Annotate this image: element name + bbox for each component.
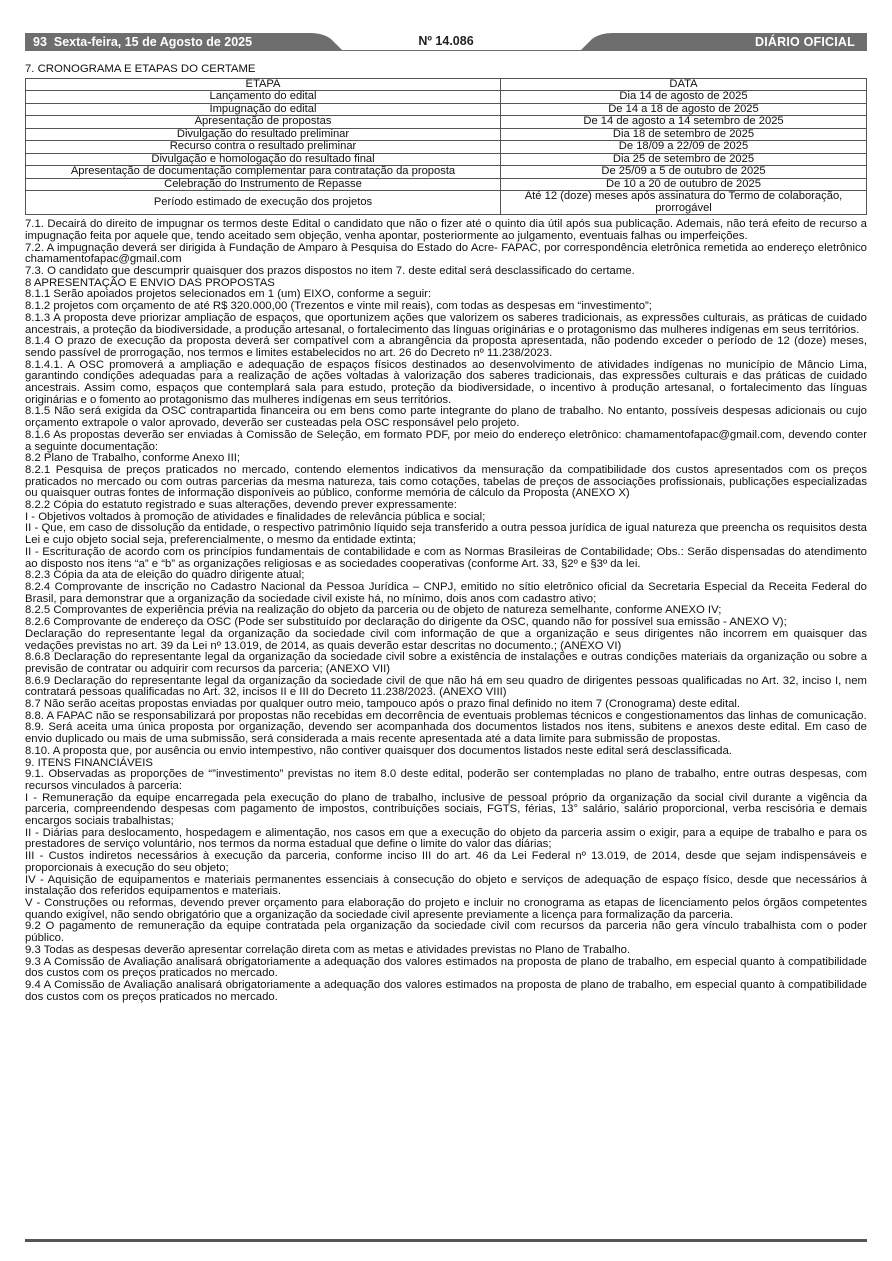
date-cell: Dia 18 de setembro de 2025 xyxy=(501,128,867,141)
paragraph: 9.3 Todas as despesas deverão apresentar correlação direta com as metas e atividades previstas no Plano de Trabalho. xyxy=(25,943,631,956)
paragraph: 8.9. Será aceita uma única proposta por organização, devendo ser acompanhada dos documentos listados nos itens, subitens e anexos deste edital. Em caso de envio duplicado ou mais de uma submissão, será considerada a mais recente apresentada até a data limite para submissão de propostas. xyxy=(25,721,867,746)
schedule-table xyxy=(25,78,867,216)
stage-cell: Lançamento do edital xyxy=(26,91,501,104)
column-header: ETAPA xyxy=(26,78,501,91)
paragraph: II - Escrituração de acordo com os princípios fundamentais de contabilidade e com as Normas Brasileiras de Contabilidade; Obs.: Serão dispensadas do atendimento ao disposto nos itens “a” e “b” as organizações religiosas e as sociedades cooperativas (conforme Art. 33, §2º e §3º da lei. xyxy=(25,545,867,570)
page-number: 93 xyxy=(33,35,47,49)
paragraph: II - Diárias para deslocamento, hospedagem e alimentação, nos casos em que a execução do objeto da parceria assim o exigir, para a equipe de trabalho e para os prestadores de serviço voluntário, nos termos da norma estadual que define o limite do valor das diárias; xyxy=(25,826,867,851)
paragraph: Declaração do representante legal da organização da sociedade civil com informação de que a organização e seus dirigentes não incorrem em quaisquer das vedações previstas no art. 39 da Lei nº 13.019, de 2014, as quais deverão estar descritas no documento.; (ANEXO VI) xyxy=(25,627,867,652)
paragraph: 9. ITENS FINANCIÁVEIS xyxy=(25,756,153,769)
paragraph: 9.4 A Comissão de Avaliação analisará obrigatoriamente a adequação dos valores estimados na proposta de plano de trabalho, em especial quanto à compatibilidade dos custos com os preços praticados no mercado. xyxy=(25,978,867,1003)
date-cell: Dia 25 de setembro de 2025 xyxy=(501,153,867,166)
stage-cell: Apresentação de documentação complementar para contratação da proposta xyxy=(26,166,501,179)
date-cell: Até 12 (doze) meses após assinatura do Termo de colaboração, prorrogável xyxy=(501,191,867,215)
edition-number: Nº 14.086 xyxy=(418,34,474,48)
stage-cell: Celebração do Instrumento de Repasse xyxy=(26,178,501,191)
table-row xyxy=(26,116,867,129)
table-row xyxy=(26,141,867,154)
schedule-table-body xyxy=(26,91,867,215)
date-cell: De 14 de agosto a 14 setembro de 2025 xyxy=(501,116,867,129)
stage-cell: Divulgação e homologação do resultado final xyxy=(26,153,501,166)
paragraph: 8.1.6 As propostas deverão ser enviadas à Comissão de Seleção, em formato PDF, por meio do endereço eletrônico: chamamentofapac@gmail.com, devendo conter a seguinte documentação: xyxy=(25,428,867,453)
paragraph: 8.6.8 Declaração do representante legal da organização da sociedade civil sobre a existência de instalações e outras condições materiais da organização ou sobre a previsão de contratar ou adquirir com recursos da parceria; (ANEXO VII) xyxy=(25,651,867,675)
date-cell: De 25/09 a 5 de outubro de 2025 xyxy=(501,166,867,179)
section-title: 7. CRONOGRAMA E ETAPAS DO CERTAME xyxy=(25,63,256,75)
paragraph: 8.10. A proposta que, por ausência ou envio intempestivo, não contiver quaisquer dos documentos listados neste edital será desclassificada. xyxy=(25,744,732,757)
paragraph: 8.1.4.1. A OSC promoverá a ampliação e adequação de espaços físicos destinados ao desenvolvimento de atividades indígenas no município de Mâncio Lima, garantindo condições adequadas para a realização de ações voltadas à valorização dos saberes tradicionais, das expressões culturais e das práticas de cuidado ancestrais. Assim como, espaços que contemplará sala para estudo, proteção da biodiversidade, o incentivo à produção artesanal, o fortalecimento das línguas originárias e o fomento ao protagonismo das mulheres indígenas em seus territórios. xyxy=(25,358,867,406)
paragraph: 8.2.3 Cópia da ata de eleição do quadro dirigente atual; xyxy=(25,569,305,582)
paragraph: V - Construções ou reformas, devendo prever orçamento para elaboração do projeto e incluir no cronograma as etapas de licenciamento pelos órgãos competentes quando exigível, não sendo obrigatório que a organização da sociedade civil apresente previamente a licença para formalização da parceria. xyxy=(25,896,867,921)
date-cell: Dia 14 de agosto de 2025 xyxy=(501,91,867,104)
stage-cell: Recurso contra o resultado preliminar xyxy=(26,141,501,154)
table-row xyxy=(26,128,867,141)
stage-cell: Divulgação do resultado preliminar xyxy=(26,128,501,141)
stage-cell: Apresentação de propostas xyxy=(26,116,501,129)
paragraph: 8.6.9 Declaração do representante legal da organização da sociedade civil de que não há em seu quadro de dirigentes pessoas qualificadas no Art. 32, inciso I, nem contratará pessoas qualificadas no Art. 32, incisos II e III do Decreto 11.238/2023. (ANEXO VIII) xyxy=(25,674,867,699)
paragraph: 8.1.5 Não será exigida da OSC contrapartida financeira ou em bens como parte integrante do plano de trabalho. No entanto, possíveis despesas adicionais ou cujo orçamento extrapole o valor aprovado, deverão ser custeadas pela OSC responsável pelo projeto. xyxy=(25,405,867,430)
table-header-row xyxy=(26,78,867,91)
paragraph: 8.2.4 Comprovante de inscrição no Cadastro Nacional da Pessoa Jurídica – CNPJ, emitido no sítio eletrônico oficial da Secretaria Especial da Receita Federal do Brasil, para demonstrar que a organização da sociedade civil existe há, no mínimo, dois anos com cadastro ativo; xyxy=(25,581,867,605)
stage-cell: Período estimado de execução dos projetos xyxy=(26,191,501,215)
paragraph: 8.8. A FAPAC não se responsabilizará por propostas não recebidas em decorrência de eventuais problemas técnicos e congestionamentos das linhas de comunicação. xyxy=(25,709,867,722)
paragraph: 8.1.2 projetos com orçamento de até R$ 320.000,00 (Trezentos e vinte mil reais), com todas as despesas em “investimento”; xyxy=(25,300,652,313)
paragraph: 8.1.1 Serão apoiados projetos selecionados em 1 (um) EIXO, conforme a seguir: xyxy=(25,288,432,301)
date-cell: De 10 a 20 de outubro de 2025 xyxy=(501,178,867,191)
paragraph: 8.2.5 Comprovantes de experiência prévia na realização do objeto da parceria ou de objeto de natureza semelhante, conforme ANEXO IV; xyxy=(25,604,722,617)
document-body xyxy=(25,219,867,1003)
paragraph: 8.2.1 Pesquisa de preços praticados no mercado, contendo elementos indicativos da mensuração da compatibilidade dos custos apresentados com os preços praticados no mercado ou com outras parcerias da mesma natureza, tais como cotações, tabelas de preços de associações profissionais, publicações especializadas ou quaisquer outras fontes de informação disponíveis ao público, conforme memória de cálculo da Proposta (ANEXO X) xyxy=(25,463,867,500)
paragraph: 8 APRESENTAÇÃO E ENVIO DAS PROPOSTAS xyxy=(25,276,275,289)
paragraph: 8.2 Plano de Trabalho, conforme Anexo III; xyxy=(25,452,241,465)
paragraph: II - Que, em caso de dissolução da entidade, o respectivo patrimônio líquido seja transferido a outra pessoa jurídica de igual natureza que preencha os requisitos desta Lei e cujo objeto social seja, preferencialmente, o mesmo da entidade extinta; xyxy=(25,522,867,547)
paragraph: 9.2 O pagamento de remuneração da equipe contratada pela organização da sociedade civil com recursos da parceria não gera vínculo trabalhista com o poder público. xyxy=(25,920,867,945)
stage-cell: Impugnação do edital xyxy=(26,103,501,116)
table-row xyxy=(26,153,867,166)
paragraph: I - Objetivos voltados à promoção de atividades e finalidades de relevância pública e social; xyxy=(25,510,486,523)
paragraph: 7.3. O candidato que descumprir quaisquer dos prazos dispostos no item 7. deste edital será desclassificado do certame. xyxy=(25,265,635,278)
page-header xyxy=(25,33,867,51)
table-row xyxy=(26,166,867,179)
document-content xyxy=(25,64,867,1003)
footer-rule xyxy=(25,1239,867,1242)
paragraph: 8.1.3 A proposta deve priorizar ampliação de espaços, que oportunizem ações que valorizem os saberes tradicionais, as expressões culturais, as práticas de cuidado ancestrais, a proteção da biodiversidade, a produção artesanal, o fortalecimento das línguas originárias e o protagonismo das mulheres indígenas em seus territórios. xyxy=(25,311,867,336)
table-row xyxy=(26,191,867,215)
paragraph: I - Remuneração da equipe encarregada pela execução do plano de trabalho, inclusive de pessoal próprio da organização da social civil durante a vigência da parceria, compreendendo despesas com pagamento de impostos, contribuições sociais, FGTS, férias, 13° salário, salário proporcional, verba rescisória e demais encargos sociais trabalhistas; xyxy=(25,791,867,828)
column-header: DATA xyxy=(501,78,867,91)
paragraph: 8.7 Não serão aceitas propostas enviadas por qualquer outro meio, tampouco após o prazo final definido no item 7 (Cronograma) deste edital. xyxy=(25,698,741,711)
paragraph: 9.3 A Comissão de Avaliação analisará obrigatoriamente a adequação dos valores estimados na proposta de plano de trabalho, em especial quanto à compatibilidade dos custos com os preços praticados no mercado. xyxy=(25,955,867,980)
paragraph: 7.2. A impugnação deverá ser dirigida à Fundação de Amparo à Pesquisa do Estado do Acre- FAPAC, por correspondência eletrônica remetida ao endereço eletrônico chamamentofapac@gmail.com xyxy=(25,241,867,266)
paragraph: 7.1. Decairá do direito de impugnar os termos deste Edital o candidato que não o fizer até o quinto dia útil após sua publicação. Ademais, não terá efeito de recurso a impugnação feita por aquele que, tendo aceitado sem objeção, venha apontar, posteriormente ao julgamento, eventuais falhas ou imperfeições. xyxy=(25,218,867,242)
table-row xyxy=(26,91,867,104)
table-row xyxy=(26,103,867,116)
header-date: Sexta-feira, 15 de Agosto de 2025 xyxy=(53,35,253,49)
paragraph: 8.1.4 O prazo de execução da proposta deverá ser compatível com a abrangência da proposta apresentada, não podendo exceder o período de 12 (doze) meses, sendo passível de prorrogação, nos termos e limites estabelecidos no art. 26 do Decreto nº 11.238/2023. xyxy=(25,335,867,359)
date-cell: De 18/09 a 22/09 de 2025 xyxy=(501,141,867,154)
paragraph: 8.2.2 Cópia do estatuto registrado e suas alterações, devendo prever expressamente: xyxy=(25,499,457,512)
paragraph: 8.2.6 Comprovante de endereço da OSC (Pode ser substituído por declaração do dirigente da OSC, quando não for possível sua emissão - ANEXO V); xyxy=(25,616,787,629)
date-cell: De 14 a 18 de agosto de 2025 xyxy=(501,103,867,116)
table-row xyxy=(26,178,867,191)
publication-title: DIÁRIO OFICIAL xyxy=(754,35,855,49)
paragraph: 9.1. Observadas as proporções de “”investimento” previstas no item 8.0 deste edital, poderão ser contempladas no plano de trabalho, entre outras despesas, com recursos vinculados à parceria: xyxy=(25,768,867,792)
paragraph: IV - Aquisição de equipamentos e materiais permanentes essenciais à consecução do objeto e serviços de adequação de espaço físico, desde que necessários à instalação dos referidos equipamentos e materiais. xyxy=(25,873,867,898)
paragraph: III - Custos indiretos necessários à execução da parceria, conforme inciso III do art. 46 da Lei Federal nº 13.019, de 2014, desde que sejam indispensáveis e proporcionais à execução do seu objeto; xyxy=(25,850,867,874)
